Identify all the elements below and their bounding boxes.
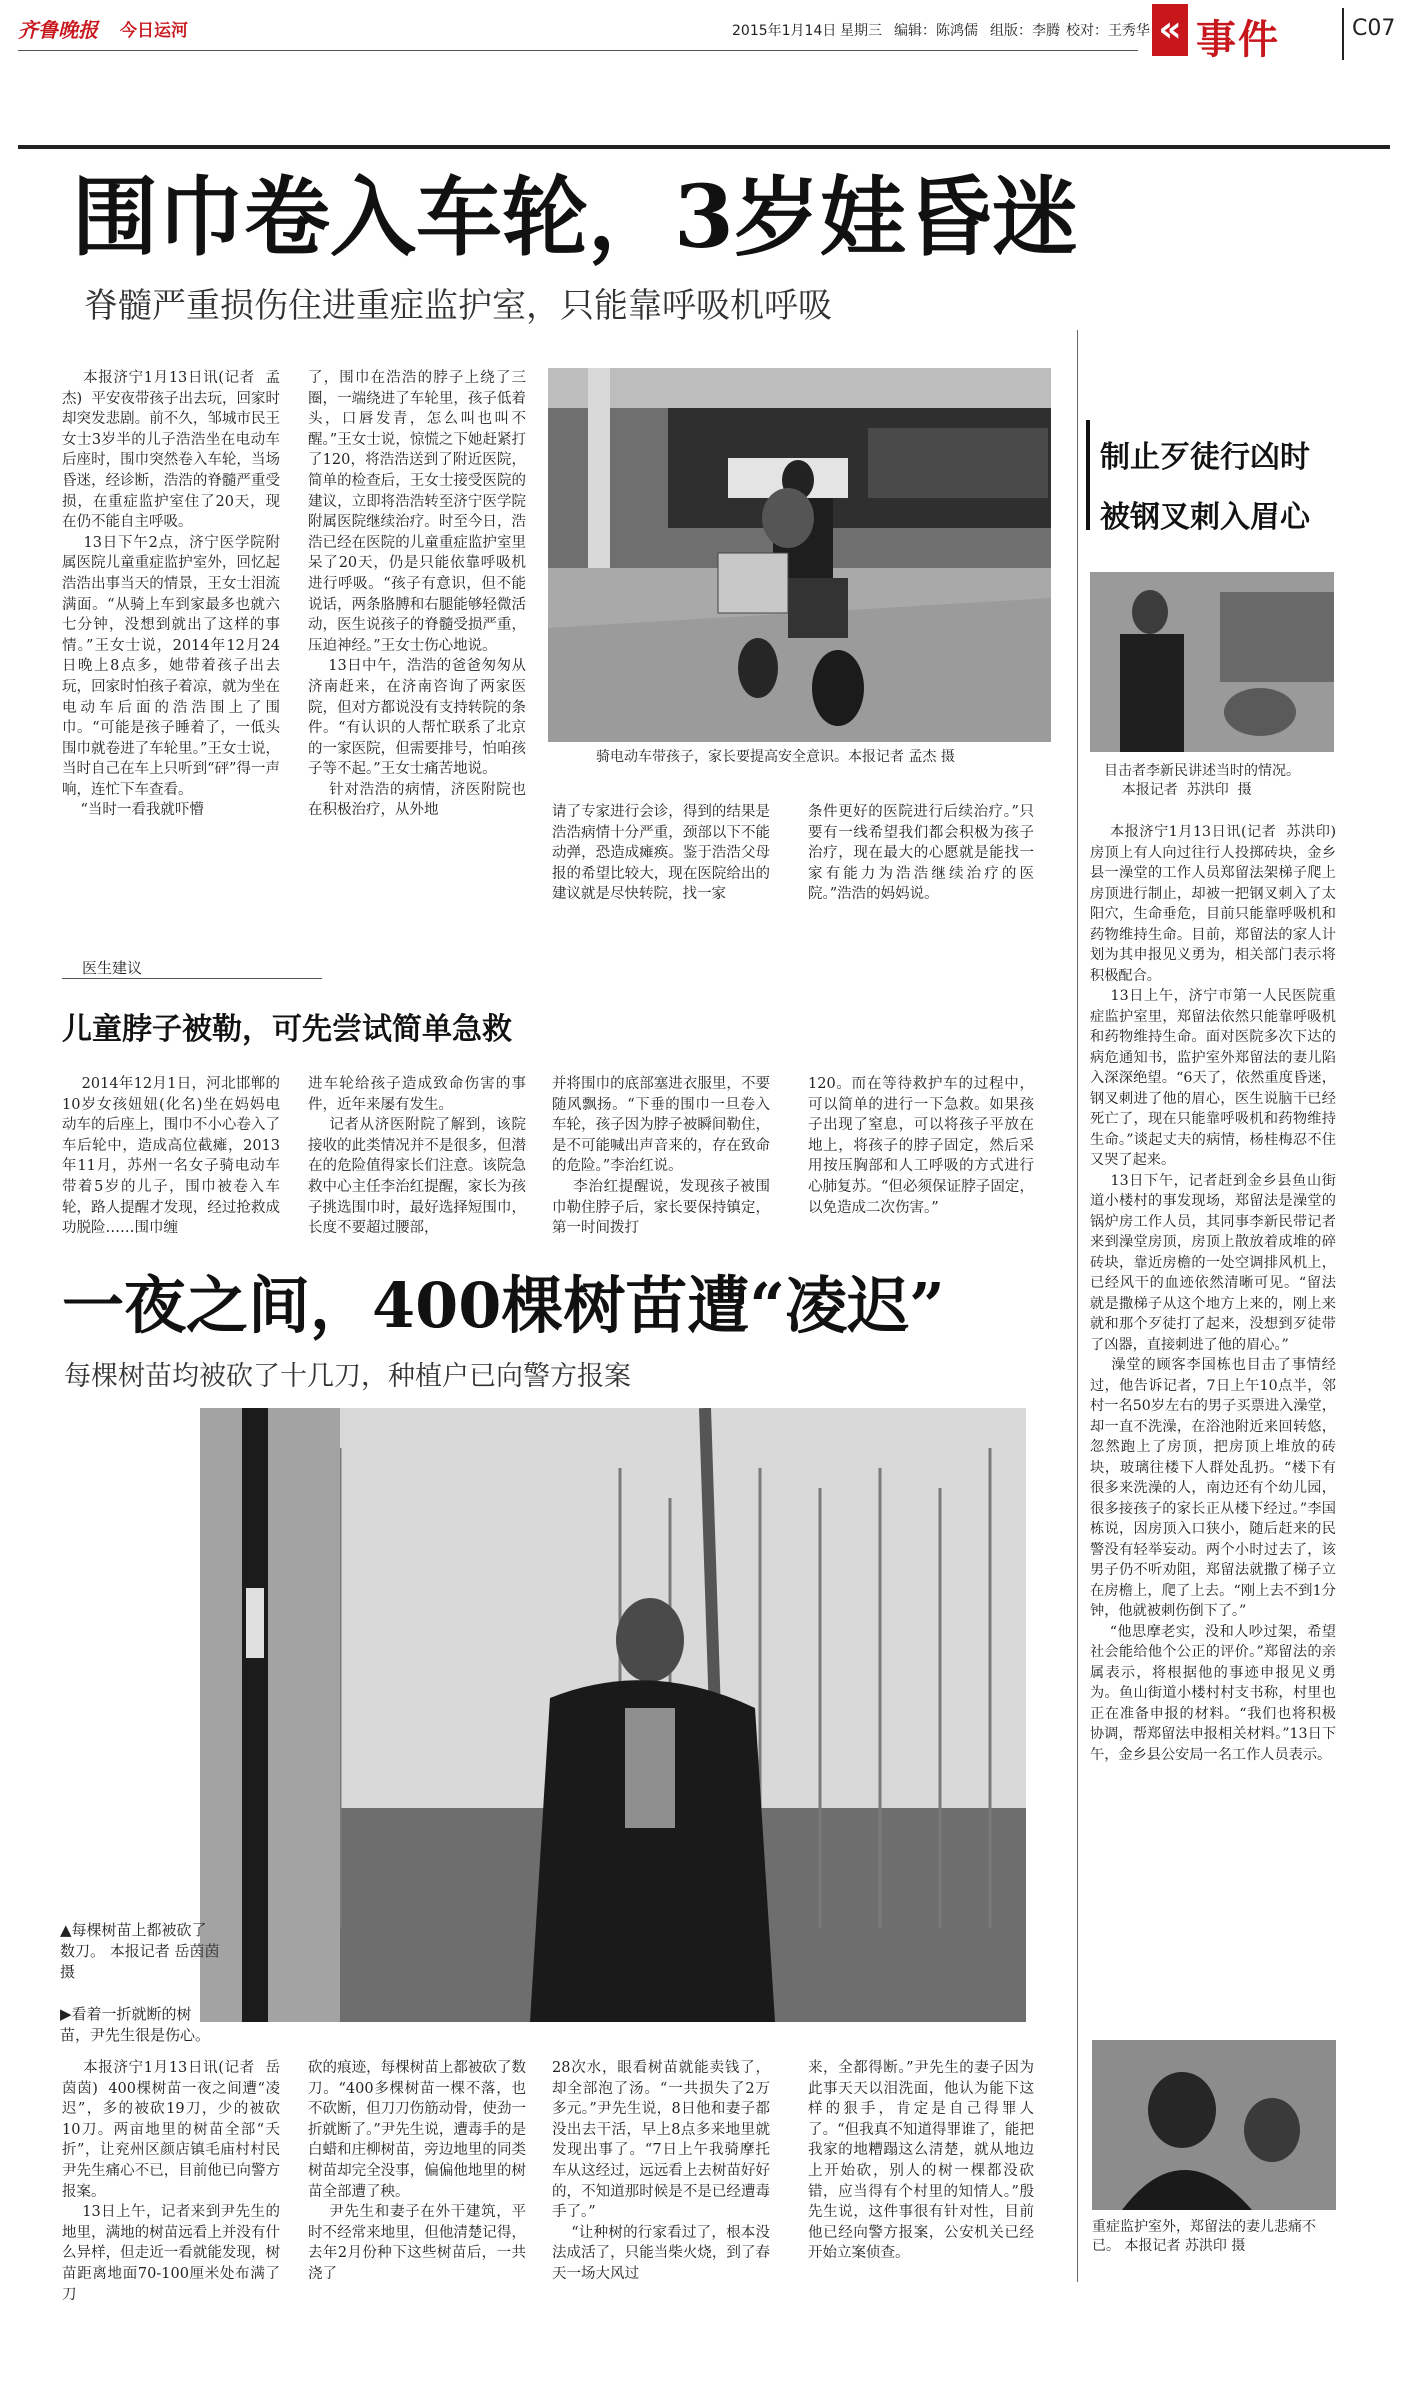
story1-subhead: 脊髓严重损伤住进重症监护室，只能靠呼吸机呼吸: [84, 286, 832, 326]
proof-credit: 校对：王秀华: [1066, 23, 1150, 39]
story2-subhead: 每棵树苗均被砍了十几刀，种植户已向警方报案: [64, 1361, 631, 1392]
advice-col2: 进车轮给孩子造成致命伤害的事件，近年来屡有发生。 记者从济医附院了解到，该院接收的此类情况并不是很多，但潜在的危险值得家长们注意。该院急救中心主任李治红提醒，家长为孩子挑选围巾时，最好选择短围巾，长度不要超过腰部，: [308, 1076, 526, 1237]
page-number-divider: [1342, 8, 1344, 60]
advice-tag-box: [62, 958, 322, 979]
section-name: 今日运河: [120, 21, 188, 41]
sidebar-divider: [1077, 330, 1078, 2282]
sapling-caption-1: ▲每棵树苗上都被砍了数刀。 本报记者 岳茵茵 摄: [60, 1921, 220, 1981]
advice-title: 儿童脖子被勒，可先尝试简单急救: [62, 1012, 512, 1047]
issue-date: 2015年1月14日: [732, 23, 837, 39]
witness-photo: [1090, 572, 1334, 752]
story1-headline: 围巾卷入车轮，3岁娃昏迷: [72, 167, 1078, 268]
story1-col3: 请了专家进行会诊，得到的结果是浩浩病情十分严重，颈部以下不能动弹，恐造成瘫痪。鉴于浩浩父母报的希望比较大，现在医院给出的建议就是尽快转院，找一家: [552, 804, 770, 903]
top-divider: [18, 145, 1390, 149]
advice-tag: 医生建议: [82, 959, 143, 977]
sidebar-title-line2: 被钢叉刺入眉心: [1100, 500, 1310, 535]
family-photo: [1092, 2040, 1336, 2210]
sidebar-title-line1: 制止歹徒行凶时: [1100, 440, 1310, 475]
advice-col1: 2014年12月1日，河北邯郸的10岁女孩妞妞(化名)坐在妈妈电动车的后座上，围巾不小心卷入了车后轮中，造成高位截瘫，2013年11月，苏州一名女子骑电动车带着5岁的儿子，围巾被卷入车轮，路人提醒才发现，经过抢救成功脱险……围巾缠: [62, 1076, 281, 1237]
sidebar-body: 本报济宁1月13日讯(记者 苏洪印) 房顶上有人向过往行人投掷砖块，金乡县一澡堂的工作人员郑留法架梯子爬上房顶进行制止，却被一把钢叉刺入了太阳穴，生命垂危，目前只能靠呼吸机和药物维持生命。目前，郑留法的家人计划为其申报见义勇为，相关部门表示将积极配合。 13日上午，济宁市第一人民医院重症监护室里，郑留法依然只能靠呼吸机和药物维持生命。面对医院多次下达的病危通知书，监护室外郑留法的妻儿陷入深深绝望。“6天了，依然重度昏迷，钢叉刺进了他的眉心，医生说脑干已经死亡了，现在只能靠呼吸机和药物维持生命。”谈起丈夫的病情，杨桂梅忍不住又哭了起来。 13日下午，记者赶到金乡县鱼山街道小楼村的事发现场，郑留法是澡堂的锅炉房工作人员，其同事李新民带记者来到澡堂房顶，房顶上散放着成堆的碎砖块，靠近房檐的一处空调排风机上，已经风干的血迹依然清晰可见。“留法就是撒梯子从这个地方上来的，刚上来就和那个歹徒打了起来，没想到歹徒带了凶器，直接刺进了他的眉心。” 澡堂的顾客李国栋也目击了事情经过，他告诉记者，7日上午10点半，邻村一名50岁左右的男子买票进入澡堂，却一直不洗澡，在浴池附近来回转悠，忽然跑上了房顶，把房顶上堆放的砖块，玻璃往楼下人群处乱扔。“楼下有很多来洗澡的人，南边还有个幼儿园，很多接孩子的家长正从楼下经过。”李国栋说，因房顶入口狭小，随后赶来的民警没有轻举妄动。两个小时过去了，该男子仍不听劝阻，郑留法就撒了梯子立在房檐上，爬了上去。“刚上去不到1分钟，他就被刺伤倒下了。” “他思摩老实，没和人吵过架，希望社会能给他个公正的评价。”郑留法的亲属表示，将根据他的事迹申报见义勇为。鱼山街道小楼村村支书称，村里也正在准备申报的材料。“我们也将积极协调，帮郑留法申报相关材料。”13日下午，金乡县公安局一名工作人员表示。: [1090, 824, 1336, 1763]
advice-col3: 并将围巾的底部塞进衣服里，不要随风飘扬。“下垂的围巾一旦卷入车轮，孩子因为脖子被瞬间勒住，是不可能喊出声音来的，存在致命的危险。”李治红说。 李治红提醒说，发现孩子被围巾勒住脖子后，家长要保持镇定，第一时间拨打: [552, 1076, 770, 1237]
story2-col2: 砍的痕迹，每棵树苗上都被砍了数刀。“400多棵树苗一棵不落，也不砍断，但刀刀伤筋动骨，使劲一折就断了。”尹先生说，遭毒手的是白蜡和庄柳树苗，旁边地里的同类树苗却完全没事，偏偏他地里的树苗全部遭了秧。 尹先生和妻子在外干建筑，平时不经常来地里，但他清楚记得，去年2月份种下这些树苗后，一共浇了: [308, 2060, 526, 2282]
sapling-caption-2: ▶看着一折就断的树苗，尹先生很是伤心。: [60, 2005, 211, 2044]
story1-col1: 本报济宁1月13日讯(记者 孟杰) 平安夜带孩子出去玩，回家时却突发悲剧。前不久，邹城市民王女士3岁半的儿子浩浩坐在电动车后座时，围巾突然卷入车轮，当场昏迷，经诊断，浩浩的脊髓严重受损，在重症监护室住了20天，现在仍不能自主呼吸。 13日下午2点，济宁医学院附属医院儿童重症监护室外，回忆起浩浩出事当天的情景，王女士泪流满面。“从骑上车到家最多也就六七分钟，没想到就出了这样的事情。”王女士说，2014年12月24日晚上8点多，她带着孩子出去玩，回家时怕孩子着凉，就为坐在电动车后面的浩浩围上了围巾。“可能是孩子睡着了，一低头围巾就卷进了车轮里。”王女士说，当时自己在车上只听到“砰”得一声响，连忙下车查看。 “当时一看我就吓懵: [62, 370, 280, 819]
story1-col2: 了，围巾在浩浩的脖子上绕了三圈，一端绕进了车轮里，孩子低着头，口唇发青，怎么叫也叫不醒。”王女士说，惊慌之下她赶紧打了120，将浩浩送到了附近医院，简单的检查后，王女士接受医院的建议，立即将浩浩转至济宁医学院附属医院继续治疗。时至今日，浩浩已经在医院的儿童重症监护室里呆了20天，仍是只能依靠呼吸机进行呼吸。“孩子有意识，但不能说话，两条胳膊和右腿能够轻微活动，医生说孩子的脊髓受损严重，压迫神经。”王女士伤心地说。 13日中午，浩浩的爸爸匆匆从济南赶来，在济南咨询了两家医院，但对方都说没有支持转院的条件。“有认识的人帮忙联系了北京的一家医院，但需要排号，怕咱孩子等不起。”王女士痛苦地说。 针对浩浩的病情，济医附院也在积极治疗，从外地: [308, 370, 527, 819]
story2-col4: 来，全都得断。”尹先生的妻子因为此事天天以泪洗面，他认为能下这样的狠手，肯定是自己得罪人了。“但我真不知道得罪谁了，能把我家的地糟蹋这么清楚，就从地边上开始砍，别人的树一棵都没砍错，应当得有个村里的知情人。”殷先生说，这件事很有针对性，目前他已经向警方报案，公安机关已经开始立案侦查。: [808, 2060, 1034, 2262]
editor-credit: 编辑：陈鸿儒: [894, 23, 978, 39]
story1-col4: 条件更好的医院进行后续治疗。”只要有一线希望我们都会积极为孩子治疗，现在最大的心愿就是能找一家有能力为浩浩继续治疗的医院。”浩浩的妈妈说。: [808, 804, 1034, 903]
family-photo-caption: 重症监护室外，郑留法的妻儿悲痛不已。 本报记者 苏洪印 摄: [1092, 2219, 1316, 2254]
story2-col1: 本报济宁1月13日讯(记者 岳茵茵) 400棵树苗一夜之间遭“凌迟”，多的被砍19刀，少的被砍10刀。两亩地里的树苗全部“夭折”，让兖州区颜店镇毛庙村村民尹先生痛心不已，目前他已向警方报案。 13日上午，记者来到尹先生的地里，满地的树苗远看上并没有什么异样，但走近一看就能发现，树苗距离地面70-100厘米处布满了刀: [62, 2060, 281, 2303]
newspaper-logo: 齐鲁晚报: [18, 18, 98, 42]
story2-col3: 28次水，眼看树苗就能卖钱了，却全部泡了汤。“一共损失了2万多元。”尹先生说，8日他和妻子都没出去干活，早上8点多来地里就发现出事了。“7日上午我骑摩托车从这经过，远远看上去树苗好好的，不知道那时候是不是已经遭毒手了。” “让种树的行家看过了，根本没法成活了，只能当柴火烧，到了春天一场大风过: [552, 2060, 770, 2282]
story2-headline: 一夜之间，400棵树苗遭“凌迟”: [62, 1269, 945, 1342]
sidebar-title-bar: [1086, 420, 1090, 530]
ebike-photo: [548, 368, 1051, 742]
ebike-photo-caption: 骑电动车带孩子，家长要提高安全意识。本报记者 孟杰 摄: [596, 749, 955, 765]
witness-photo-caption: 目击者李新民讲述当时的情况。 本报记者 苏洪印 摄: [1104, 763, 1300, 798]
event-section-icon: «: [1152, 4, 1188, 56]
issue-weekday: 星期三: [840, 23, 882, 39]
masthead-rule: [18, 50, 1138, 51]
sapling-photo: [200, 1408, 1026, 2022]
layout-credit: 组版：李腾: [990, 23, 1060, 39]
page-number: C07: [1352, 16, 1396, 41]
advice-col4: 120。而在等待救护车的过程中，可以简单的进行一下急救。如果孩子出现了窒息，可以将孩子平放在地上，将孩子的脖子固定，然后采用按压胸部和人工呼吸的方式进行心肺复苏。“但必须保证脖子固定，以免造成二次伤害。”: [808, 1076, 1034, 1216]
event-section-label: 事件: [1196, 17, 1280, 63]
